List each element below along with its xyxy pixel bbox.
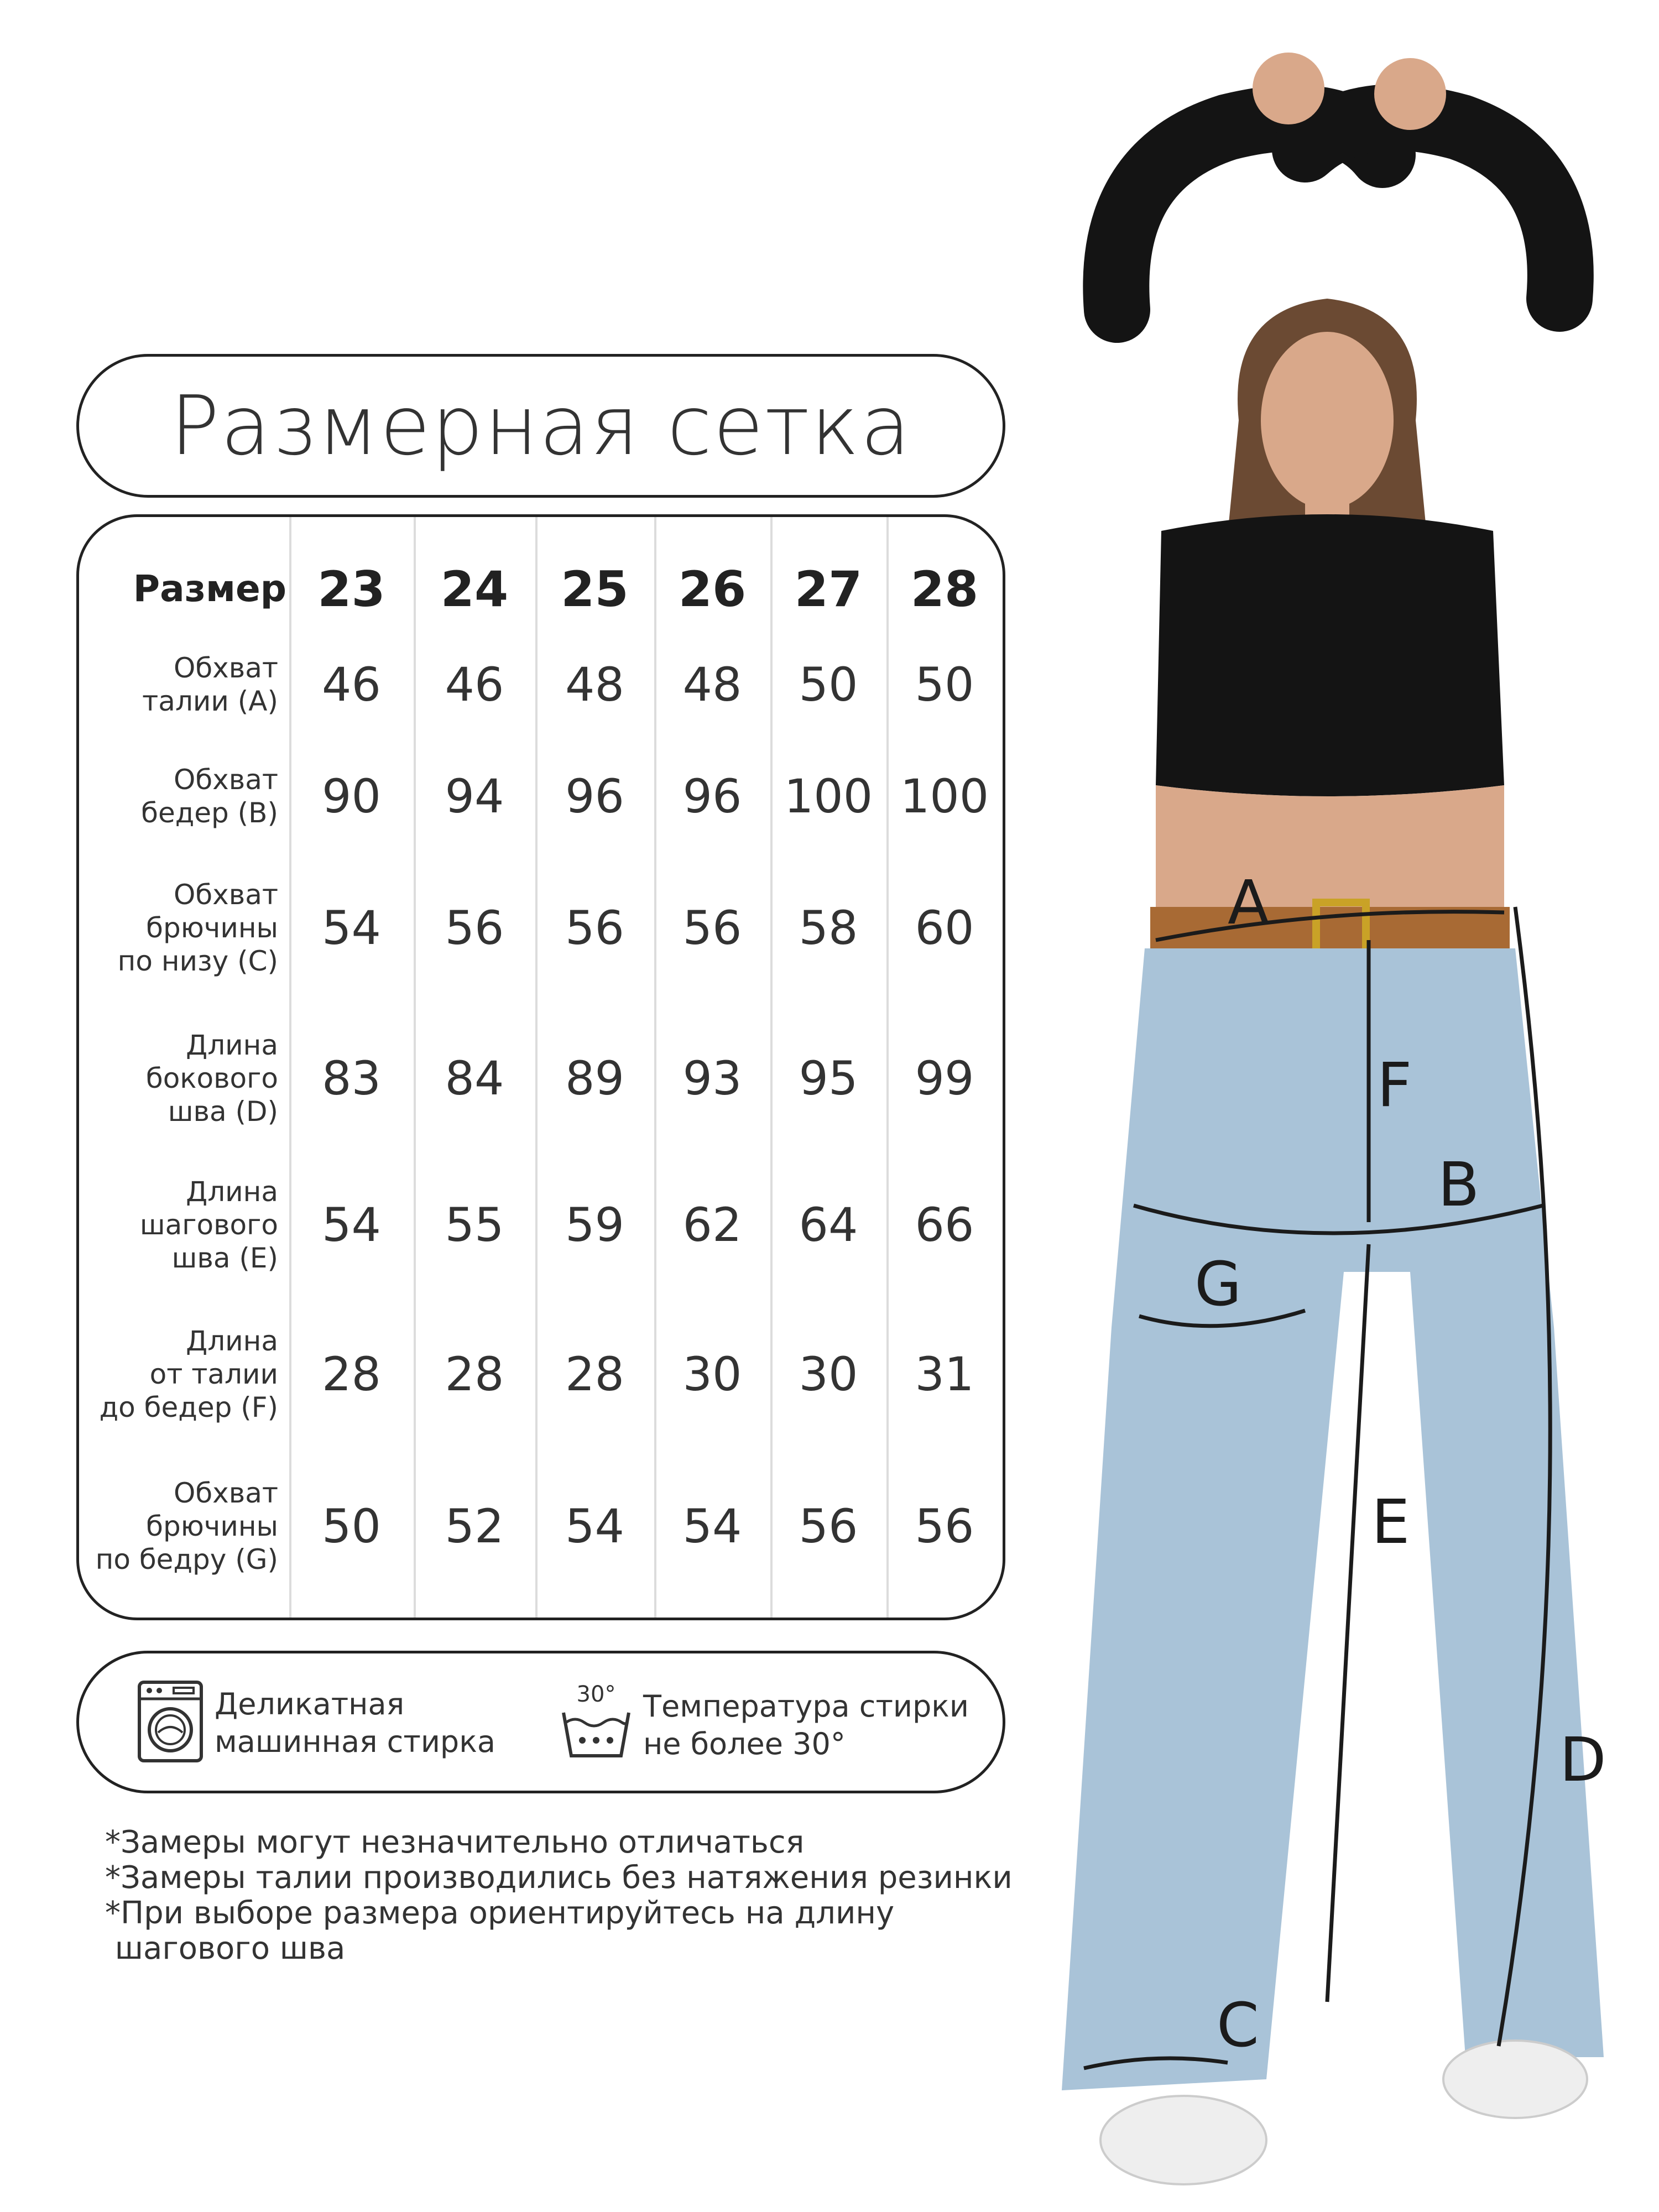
measure-label-f: F: [1377, 1050, 1412, 1120]
temp-text: Температура стирки не более 30°: [643, 1689, 969, 1761]
table-cell: 56: [915, 1499, 974, 1553]
size-header: 28: [910, 560, 979, 618]
table-cell: 50: [322, 1499, 381, 1553]
table-cell: 50: [915, 657, 974, 712]
table-cell: 54: [565, 1499, 624, 1553]
table-cell: 96: [565, 769, 624, 823]
measure-label-a: A: [1228, 867, 1270, 938]
note-item: шагового шва: [105, 1931, 346, 1966]
table-cell: 66: [915, 1198, 974, 1252]
table-cell: 56: [682, 900, 742, 955]
table-cell: 48: [565, 657, 624, 712]
face: [1261, 332, 1394, 509]
size-header: 23: [317, 560, 385, 618]
care-instructions: [76, 1651, 1005, 1793]
row-label: Обхват брючины по низу (C): [117, 878, 278, 977]
table-cell: 28: [445, 1347, 504, 1401]
table-cell: 60: [915, 900, 974, 955]
table-cell: 93: [682, 1051, 742, 1105]
row-label: Обхват брючины по бедру (G): [95, 1477, 278, 1575]
table-cell: 95: [799, 1051, 858, 1105]
table-cell: 56: [799, 1499, 858, 1553]
table-cell: 89: [565, 1051, 624, 1105]
size-header: 27: [794, 560, 863, 618]
row-label: Обхват бедер (B): [141, 764, 278, 829]
notes: [105, 1825, 1013, 1966]
size-header-label: Размер: [133, 567, 286, 610]
table-cell: 50: [799, 657, 858, 712]
note-item: *При выборе размера ориентируйтесь на длину: [105, 1895, 895, 1931]
table-cell: 84: [445, 1051, 504, 1105]
table-cell: 56: [445, 900, 504, 955]
page-title: Размерная сетка: [170, 378, 912, 473]
table-cell: 100: [784, 769, 873, 823]
table-cell: 55: [445, 1198, 504, 1252]
row-label: Обхват талии (A): [142, 651, 278, 717]
measure-label-d: D: [1559, 1724, 1606, 1795]
table-cell: 90: [322, 769, 381, 823]
table-cell: 64: [799, 1198, 858, 1252]
row-label: Длина шагового шва (E): [139, 1176, 278, 1274]
table-cell: 31: [915, 1347, 974, 1401]
measure-label-c: C: [1217, 1990, 1259, 2060]
table-cell: 30: [799, 1347, 858, 1401]
wash-text: Деликатная машинная стирка: [215, 1687, 495, 1759]
table-cell: 30: [682, 1347, 742, 1401]
table-cell: 62: [682, 1198, 742, 1252]
size-header: 24: [440, 560, 509, 618]
table-cell: 54: [322, 1198, 381, 1252]
svg-text:30°: 30°: [576, 1682, 616, 1707]
table-cell: 100: [900, 769, 989, 823]
table-cell: 59: [565, 1198, 624, 1252]
table-cell: 56: [565, 900, 624, 955]
row-label: Длина от талии до бедер (F): [99, 1325, 278, 1423]
crop-top: [1156, 514, 1504, 796]
title-box: [76, 354, 1005, 498]
table-cell: 48: [682, 657, 742, 712]
note-item: *Замеры могут незначительно отличаться: [105, 1824, 805, 1860]
arm-right: [1305, 117, 1561, 299]
table-cell: 96: [682, 769, 742, 823]
measure-label-e: E: [1371, 1486, 1410, 1557]
measure-label-b: B: [1438, 1149, 1480, 1220]
table-cell: 46: [322, 657, 381, 712]
table-cell: 83: [322, 1051, 381, 1105]
hand-right: [1374, 58, 1446, 130]
midriff: [1156, 785, 1504, 918]
table-cell: 94: [445, 769, 504, 823]
washing-machine-icon: [137, 1680, 204, 1763]
model-photo: [1029, 0, 1659, 2212]
row-label: Длина бокового шва (D): [145, 1029, 278, 1128]
measure-label-g: G: [1194, 1249, 1242, 1319]
table-cell: 54: [322, 900, 381, 955]
table-cell: 99: [915, 1051, 974, 1105]
table-cell: 54: [682, 1499, 742, 1553]
table-cell: 28: [322, 1347, 381, 1401]
table-cell: 46: [445, 657, 504, 712]
wash-temperature-icon: [560, 1678, 632, 1761]
size-header: 26: [678, 560, 747, 618]
table-cell: 28: [565, 1347, 624, 1401]
shoe-right: [1443, 2041, 1587, 2118]
hand-left: [1253, 53, 1324, 124]
table-cell: 58: [799, 900, 858, 955]
size-header: 25: [561, 560, 629, 618]
table-cell: 52: [445, 1499, 504, 1553]
size-table: [76, 514, 1005, 1620]
note-item: *Замеры талии производились без натяжения резинки: [105, 1860, 1013, 1896]
shoe-left: [1100, 2096, 1266, 2184]
